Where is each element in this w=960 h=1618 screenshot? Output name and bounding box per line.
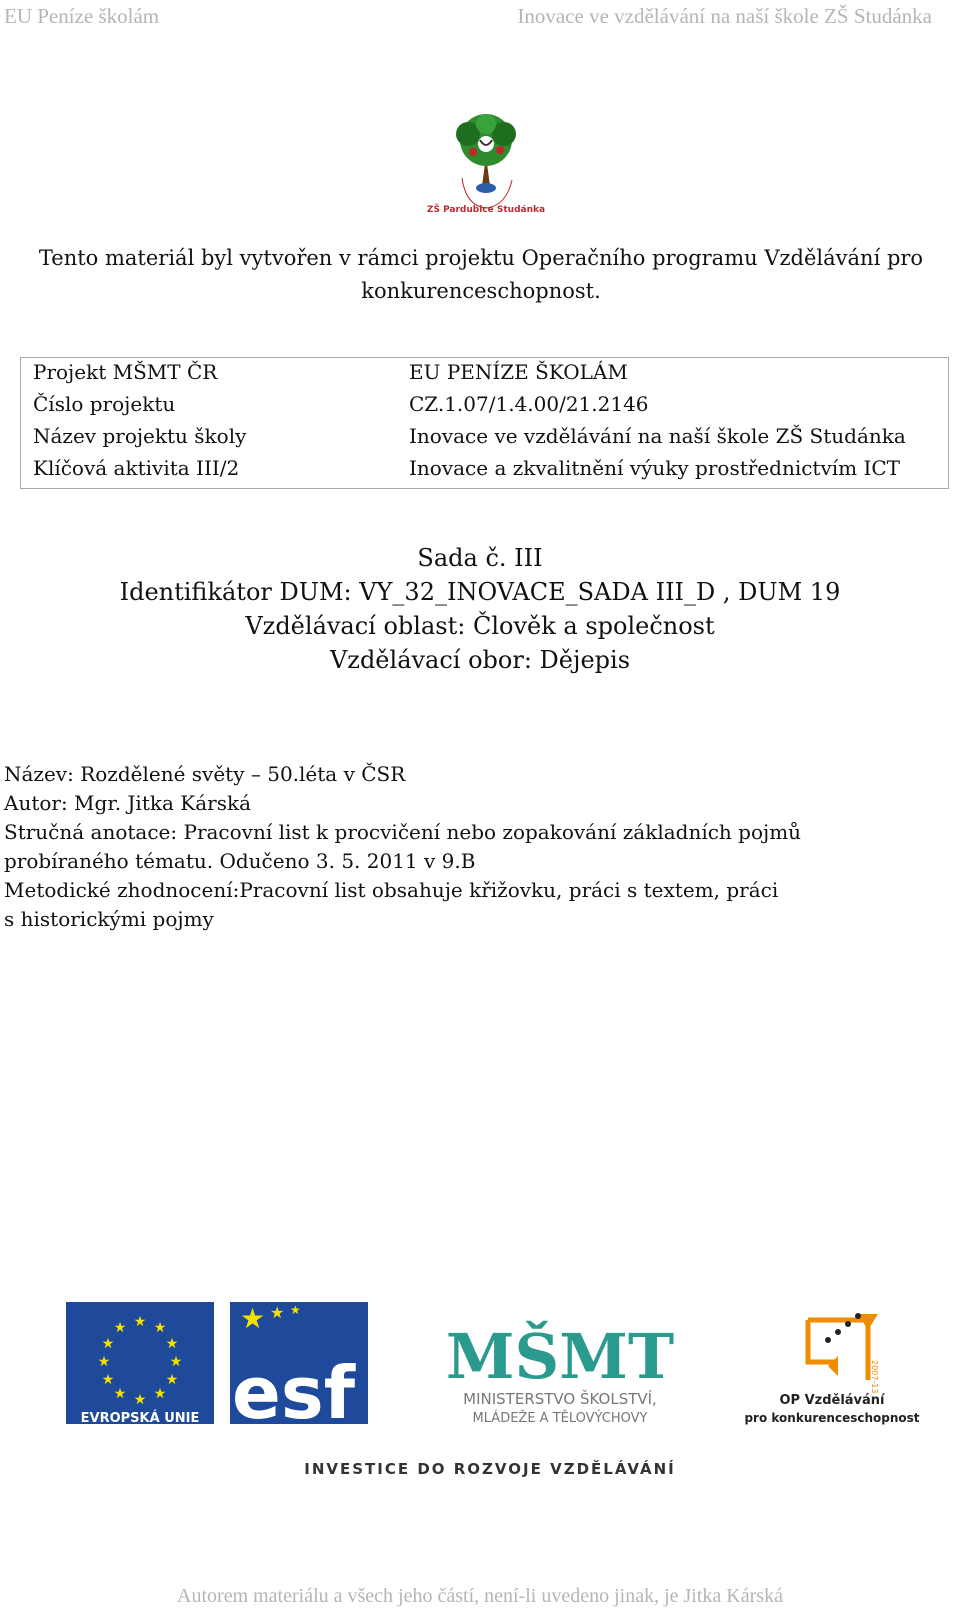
svg-text:★: ★: [165, 1336, 179, 1352]
eu-label: EVROPSKÁ UNIE: [80, 1411, 200, 1426]
dum-identifiers: [0, 541, 960, 677]
op-years: 2007-13: [870, 1360, 879, 1394]
table-row: [21, 390, 948, 423]
material-meta: [4, 760, 944, 934]
intro-line-1: Tento materiál byl vytvořen v rámci projektu Operačního programu Vzdělávání pro: [38, 246, 924, 270]
education-subject: Vzdělávací obor: Dějepis: [329, 646, 631, 674]
svg-text:★: ★: [153, 1320, 167, 1336]
material-title: Název: Rozdělené světy – 50.léta v ČSR: [4, 762, 406, 786]
svg-text:★: ★: [165, 1372, 179, 1388]
annotation-line-2: probíraného tématu. Odučeno 3. 5. 2011 v 9.B: [4, 849, 476, 873]
svg-text:★: ★: [290, 1303, 301, 1317]
education-area: Vzdělávací oblast: Člověk a společnost: [245, 612, 715, 640]
project-value: EU PENÍZE ŠKOLÁM: [409, 360, 628, 384]
svg-text:★: ★: [113, 1320, 127, 1336]
header-left: EU Peníze školám: [4, 4, 160, 28]
intro-text: [20, 242, 942, 308]
evaluation-line-1: Metodické zhodnocení:Pracovní list obsahuje křižovku, práci s textem, práci: [4, 878, 779, 902]
svg-text:★: ★: [133, 1314, 147, 1330]
op-line-2: pro konkurenceschopnost: [744, 1411, 920, 1425]
table-row: [21, 422, 948, 455]
svg-text:★: ★: [97, 1354, 111, 1370]
funding-logos: [0, 1302, 960, 1530]
esf-logo-icon: [230, 1302, 368, 1435]
dum-identifier: Identifikátor DUM: VY_32_INOVACE_SADA III_D , DUM 19: [119, 578, 841, 606]
school-logo-text: ZŠ Pardubice Studánka: [426, 205, 546, 215]
annotation-line-1: Stručná anotace: Pracovní list k procvičení nebo zopakování základních pojmů: [4, 820, 802, 844]
msmt-line-2: MLÁDEŽE A TĚLOVÝCHOVY: [472, 1411, 648, 1426]
msmt-text: MŠMT: [445, 1320, 675, 1393]
eu-flag-icon: [66, 1302, 214, 1426]
svg-text:★: ★: [113, 1386, 127, 1402]
material-author: Autor: Mgr. Jitka Kárská: [4, 791, 252, 815]
svg-text:★: ★: [240, 1302, 266, 1335]
project-value: CZ.1.07/1.4.00/21.2146: [409, 392, 649, 416]
project-label: Název projektu školy: [33, 424, 247, 448]
project-label: Klíčová aktivita III/2: [33, 456, 240, 480]
svg-text:★: ★: [153, 1386, 167, 1402]
svg-text:★: ★: [270, 1303, 285, 1322]
tagline: INVESTICE DO ROZVOJE VZDĚLÁVÁNÍ: [304, 1460, 676, 1478]
project-value: Inovace ve vzdělávání na naší škole ZŠ Studánka: [409, 424, 906, 448]
evaluation-line-2: s historickými pojmy: [4, 907, 214, 931]
svg-text:★: ★: [101, 1372, 115, 1388]
svg-text:★: ★: [101, 1336, 115, 1352]
table-row: [21, 454, 948, 487]
project-label: Projekt MŠMT ČR: [33, 360, 218, 384]
table-row: [21, 358, 948, 391]
op-line-1: OP Vzdělávání: [779, 1393, 885, 1408]
msmt-logo-icon: [446, 1320, 674, 1426]
esf-text: esf: [232, 1351, 356, 1435]
sada-heading: Sada č. III: [417, 544, 543, 572]
project-value: Inovace a zkvalitnění výuky prostřednictvím ICT: [409, 456, 901, 480]
intro-line-2: konkurenceschopnost.: [361, 279, 601, 303]
project-label: Číslo projektu: [33, 392, 176, 416]
tree-logo-icon: [426, 108, 546, 218]
header-right: Inovace ve vzdělávání na naší škole ZŠ Studánka: [517, 4, 932, 28]
msmt-line-1: MINISTERSTVO ŠKOLSTVÍ,: [463, 1390, 657, 1408]
footer: Autorem materiálu a všech jeho částí, není-li uvedeno jinak, je Jitka Kárská: [177, 1585, 783, 1607]
project-info-table: [20, 357, 949, 489]
svg-text:★: ★: [169, 1354, 183, 1370]
svg-text:★: ★: [133, 1392, 147, 1408]
op-logo-icon: [744, 1313, 919, 1425]
